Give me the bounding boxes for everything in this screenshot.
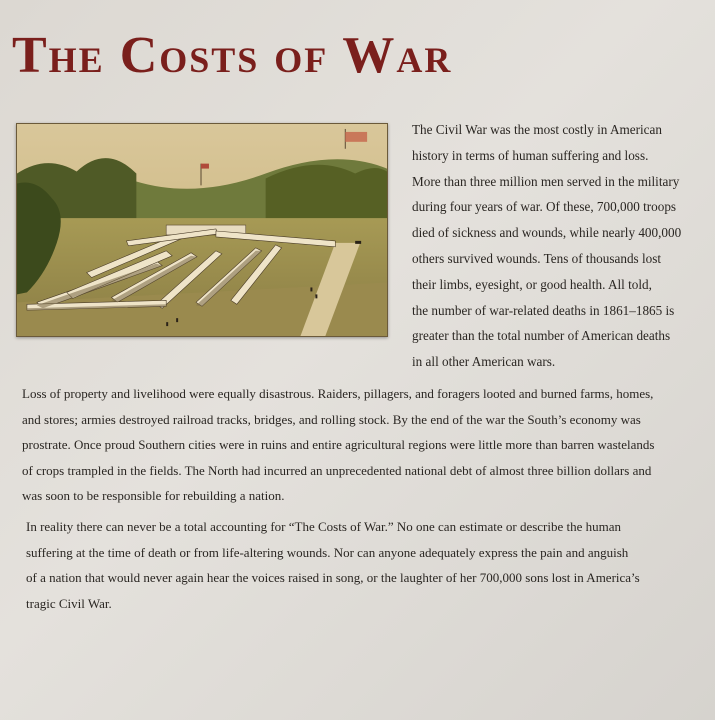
hospital-illustration-art	[17, 124, 387, 336]
intro-line: died of sickness and wounds, while nearly 400,000	[412, 225, 682, 241]
intro-line: history in terms of human suffering and loss.	[412, 147, 649, 163]
intro-line: More than three million men served in the military	[412, 173, 680, 189]
intro-line: others survived wounds. Tens of thousands lost	[412, 250, 662, 266]
paragraph-line: suffering at the time of death or from life-altering wounds. Nor can anyone adequately express the pain and anguish	[26, 544, 629, 560]
paragraph-line: Loss of property and livelihood were equally disastrous. Raiders, pillagers, and foragers looted and burned farms, homes,	[22, 386, 654, 401]
paragraph-line: In reality there can never be a total accounting for “The Costs of War.” No one can estimate or describe the human	[26, 519, 622, 534]
hospital-illustration	[16, 123, 388, 337]
paragraph-property-loss	[22, 381, 654, 509]
intro-line: greater than the total number of American deaths	[412, 328, 671, 344]
paragraph-line: of a nation that would never again hear the voices raised in song, or the laughter of her 700,000 sons lost in America’s	[26, 570, 640, 585]
paragraph-line: prostrate. Once proud Southern cities were in ruins and entire agricultural regions were little more than barren wastelands	[22, 437, 655, 452]
paragraph-accounting	[26, 514, 640, 616]
intro-text	[412, 117, 710, 375]
intro-line: their limbs, eyesight, or good health. All told,	[412, 276, 652, 292]
paragraph-line: was soon to be responsible for rebuilding a nation.	[22, 488, 285, 503]
intro-line: in all other American wars.	[412, 354, 556, 370]
paragraph-line: of crops trampled in the fields. The North had incurred an unprecedented national debt of almost three billion dollars and	[22, 462, 652, 478]
intro-line: The Civil War was the most costly in American	[412, 122, 662, 137]
intro-line: the number of war-related deaths in 1861–1865 is	[412, 302, 675, 318]
panel-title: The Costs of War	[12, 27, 453, 84]
paragraph-line: tragic Civil War.	[26, 595, 112, 611]
paragraph-line: and stores; armies destroyed railroad tracks, bridges, and rolling stock. By the end of the war the South’s economy was	[22, 411, 641, 427]
intro-line: during four years of war. Of these, 700,000 troops	[412, 199, 677, 215]
